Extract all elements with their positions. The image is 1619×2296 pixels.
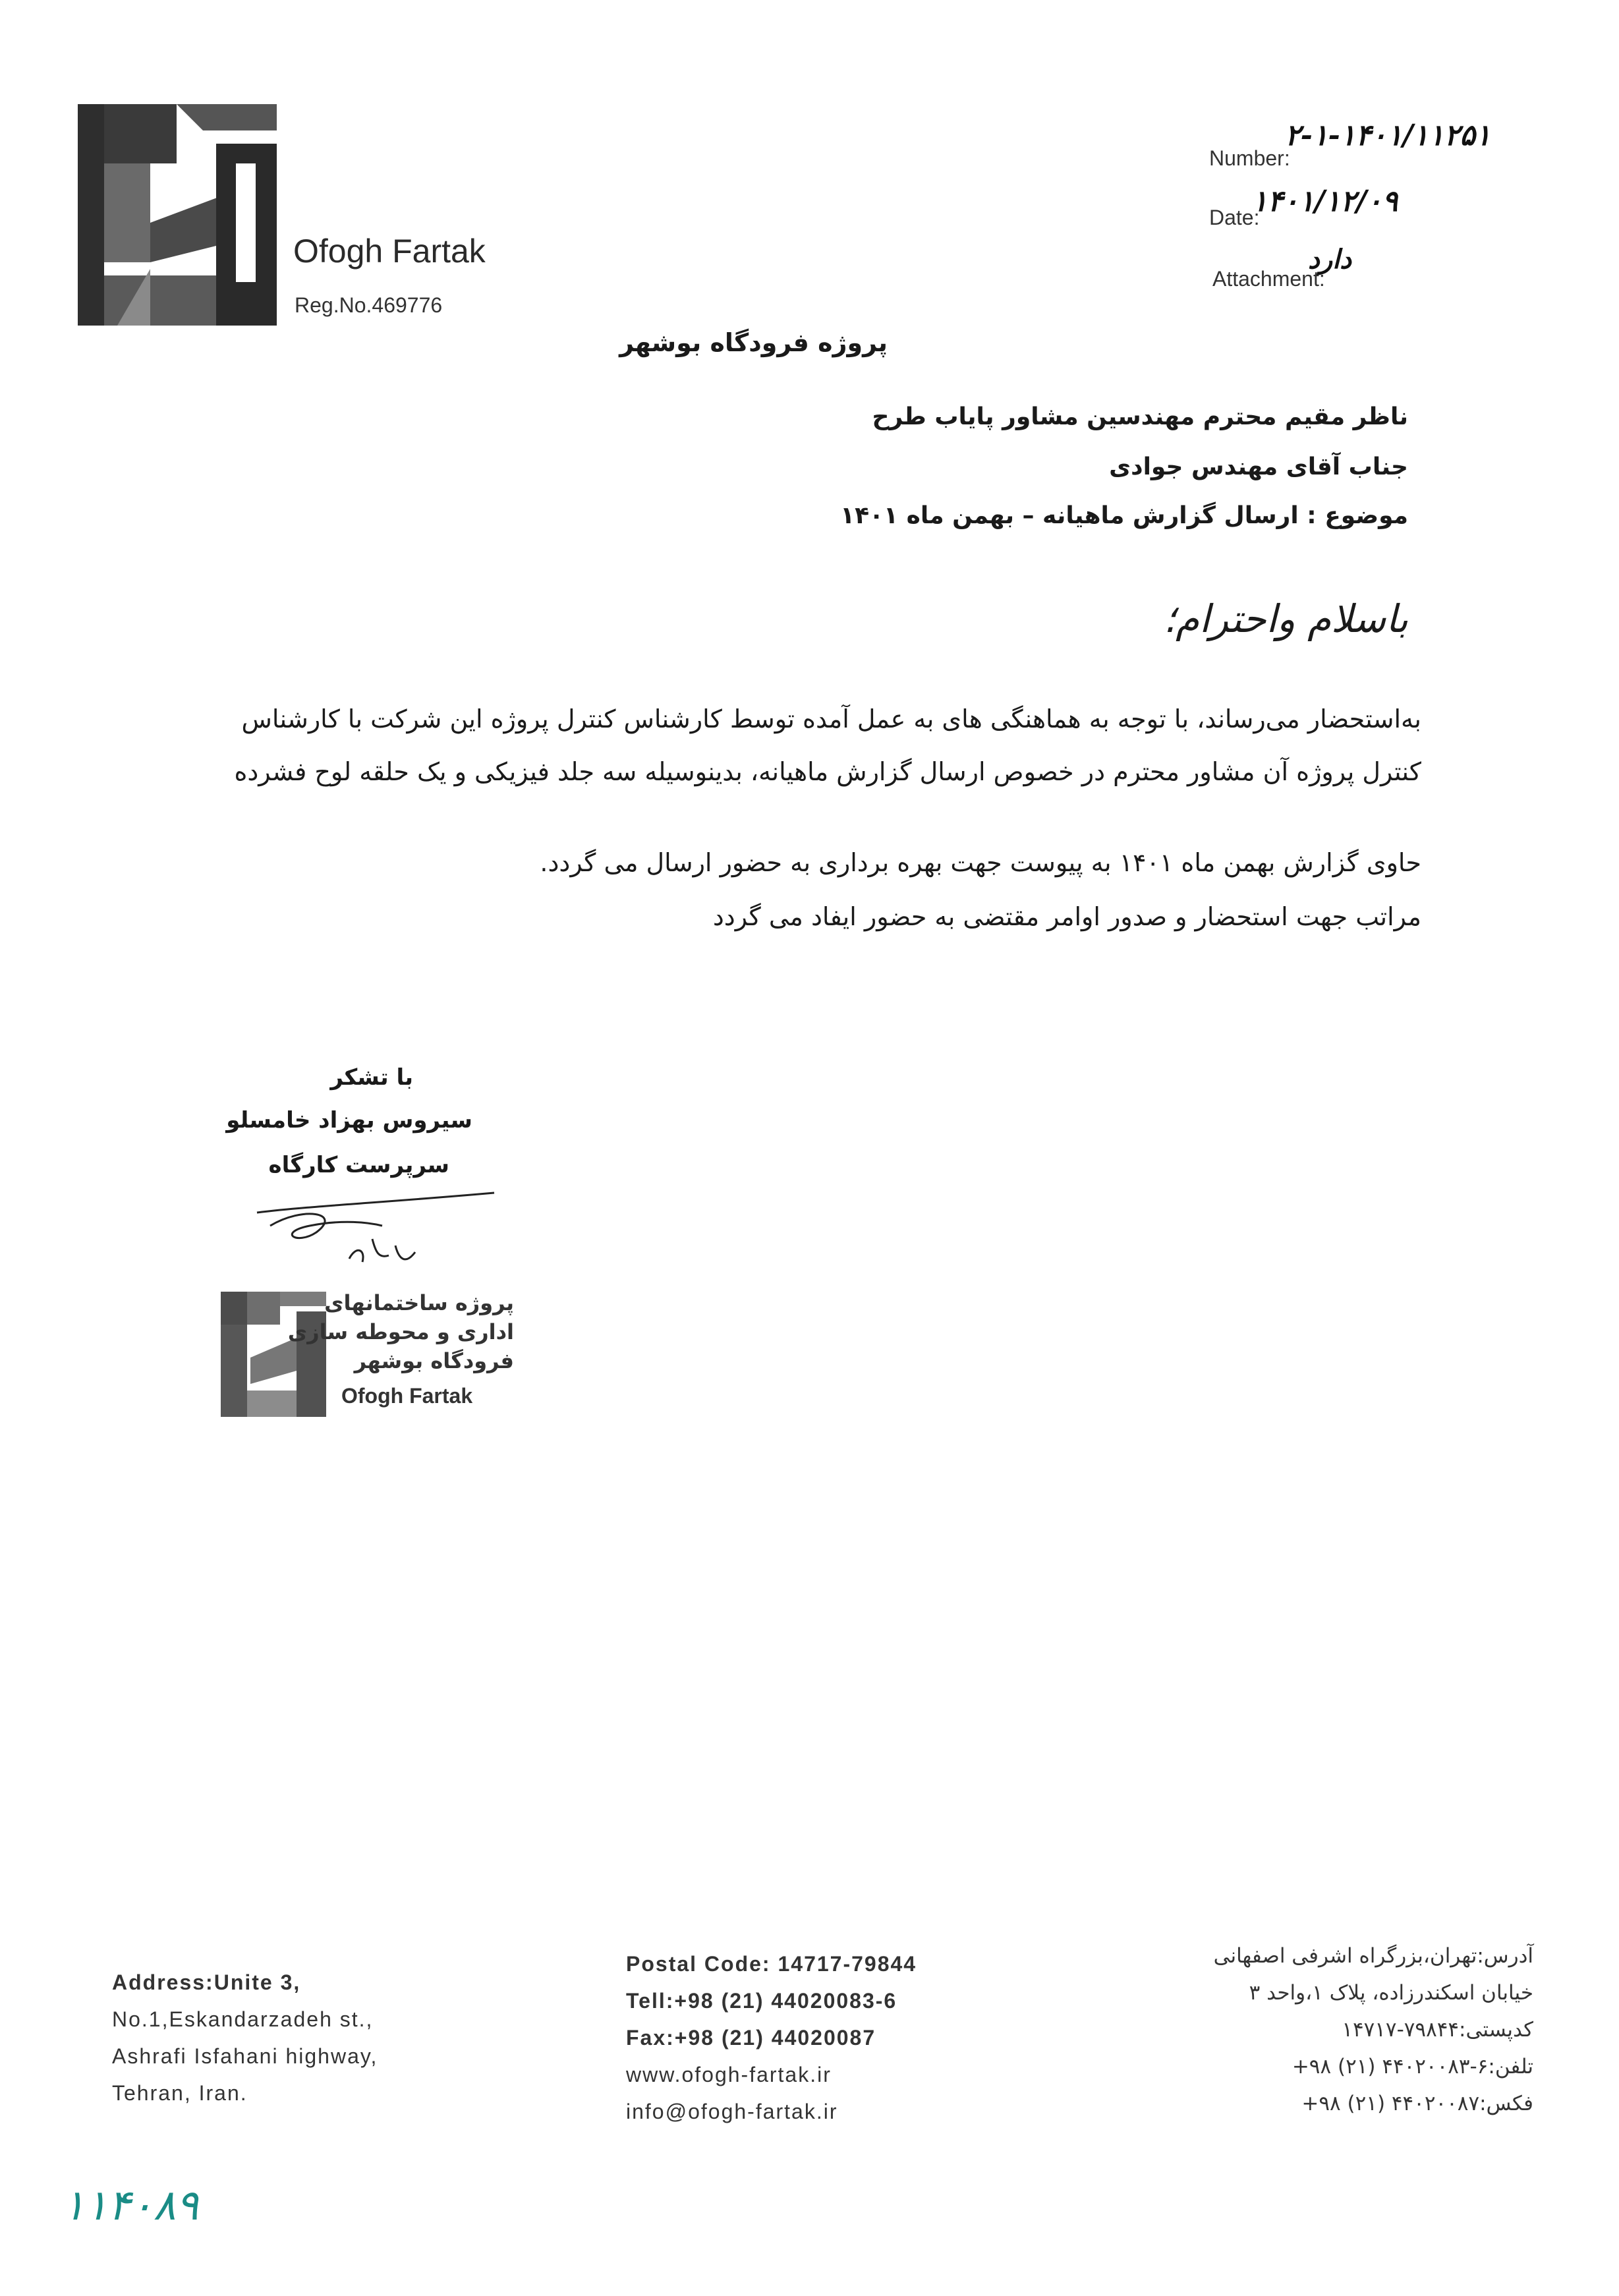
signatory-name: سیروس بهزاد خامسلو bbox=[226, 1107, 472, 1134]
footer-address-en-line: No.1,Eskandarzadeh st., bbox=[112, 2007, 374, 2031]
number-value: ۲-۱-۱۴۰۱/۱۱۲۵۱ bbox=[1285, 119, 1491, 152]
footer-fax: Fax:+98 (21) 44020087 bbox=[626, 2026, 876, 2050]
stamp-line-2: اداری و محوطه سازی bbox=[287, 1319, 514, 1344]
company-name: Ofogh Fartak bbox=[293, 233, 486, 270]
date-value: ۱۴۰۱/۱۲/۰۹ bbox=[1252, 185, 1398, 218]
date-label: Date: bbox=[1209, 206, 1260, 229]
greeting: باسلام واحترام؛ bbox=[1163, 596, 1408, 641]
body-line-1: به‌استحضار می‌رساند، با توجه به هماهنگی های به عمل آمده توسط کارشناس کنترل پروژه این شرکت با کارشناس bbox=[241, 704, 1421, 733]
number-label: Number: bbox=[1209, 146, 1290, 170]
footer-address-fa bbox=[1214, 1937, 1533, 2122]
footer-address-en-line: Ashrafi Isfahani highway, bbox=[112, 2044, 378, 2068]
handwritten-signature bbox=[250, 1186, 501, 1278]
footer-phone: Tell:+98 (21) 44020083-6 bbox=[626, 1989, 897, 2013]
attachment-label: Attachment: bbox=[1212, 267, 1325, 291]
subject-line: موضوع : ارسال گزارش ماهیانه – بهمن ماه ۱۴۰۱ bbox=[840, 502, 1408, 529]
project-title: پروژه فرودگاه بوشهر bbox=[619, 328, 888, 357]
addressee-line-2: جناب آقای مهندس جوادی bbox=[1109, 453, 1408, 480]
body-line-2: کنترل پروژه آن مشاور محترم در خصوص ارسال گزارش ماهیانه، بدینوسیله سه جلد فیزیکی و یک حلقه لوح فشرده bbox=[234, 757, 1421, 786]
stamp-line-3: فرودگاه بوشهر bbox=[354, 1348, 514, 1373]
addressee-line-1: ناظر مقیم محترم مهندسین مشاور پایاب طرح bbox=[872, 403, 1408, 430]
attachment-value: دارد bbox=[1308, 244, 1352, 275]
footer-postal-code: Postal Code: 14717-79844 bbox=[626, 1952, 917, 1976]
footer-website-link[interactable]: www.ofogh-fartak.ir bbox=[626, 2063, 832, 2086]
stamp-brand: Ofogh Fartak bbox=[341, 1384, 473, 1408]
footer-address-en-line: Address:Unite 3, bbox=[112, 1970, 301, 1994]
body-line-3: حاوی گزارش بهمن ماه ۱۴۰۱ به پیوست جهت بهره برداری به حضور ارسال می گردد. bbox=[540, 848, 1421, 877]
signatory-title: سرپرست کارگاه bbox=[268, 1152, 449, 1178]
company-logo bbox=[78, 104, 277, 326]
body-line-4: مراتب جهت استحضار و صدور اوامر مقتضی به حضور ایفاد می گردد bbox=[712, 902, 1421, 931]
archive-number: ۱۱۴۰۸۹ bbox=[63, 2181, 199, 2230]
footer-email-link[interactable]: info@ofogh-fartak.ir bbox=[626, 2100, 838, 2123]
company-stamp bbox=[217, 1285, 534, 1423]
footer-contact bbox=[626, 1945, 917, 2130]
footer-address-fa-line: کدپستی:۷۹۸۴۴-۱۴۷۱۷ bbox=[1342, 2018, 1533, 2042]
stamp-logo bbox=[217, 1285, 329, 1423]
footer-address-fa-line: تلفن:۶-۴۴۰۲۰۰۸۳ (۲۱) ۹۸+ bbox=[1292, 2055, 1533, 2079]
footer-address-en bbox=[112, 1964, 378, 2111]
footer-address-fa-line: فکس:۴۴۰۲۰۰۸۷ (۲۱) ۹۸+ bbox=[1301, 2092, 1533, 2115]
registration-number: Reg.No.469776 bbox=[295, 293, 443, 317]
stamp-line-1: پروژه ساختمانهای bbox=[324, 1290, 514, 1315]
footer-address-en-line: Tehran, Iran. bbox=[112, 2081, 248, 2105]
footer-address-fa-line: آدرس:تهران،بزرگراه اشرفی اصفهانی bbox=[1213, 1944, 1533, 1968]
footer-address-fa-line: خیابان اسکندرزاده، پلاک ۱،واحد ۳ bbox=[1249, 1981, 1533, 2005]
closing-text: با تشکر bbox=[330, 1064, 413, 1091]
